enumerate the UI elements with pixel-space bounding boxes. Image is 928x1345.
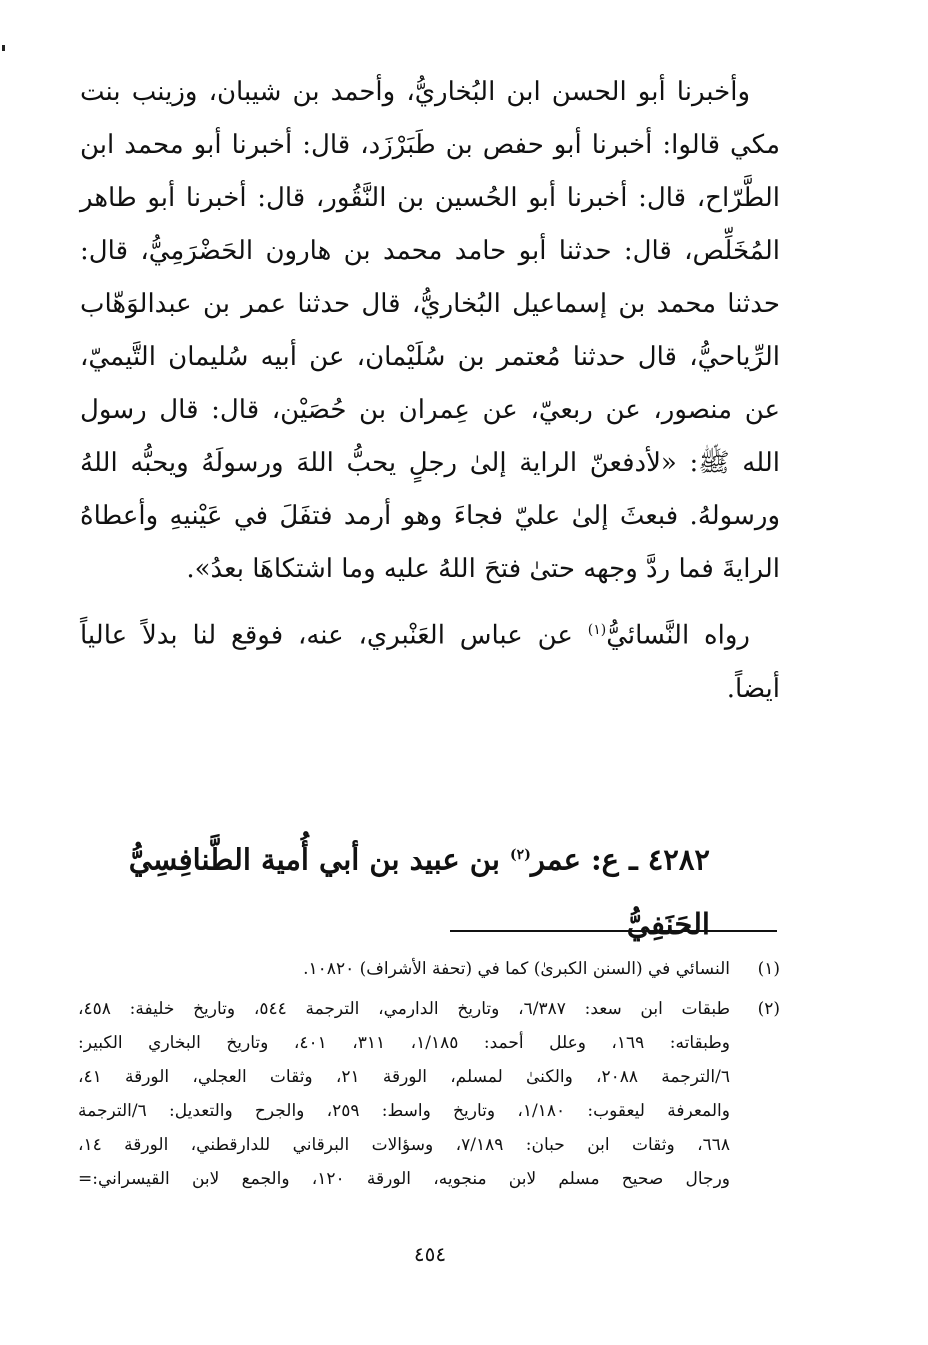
footnote-line: والمعرفة ليعقوب: ١/١٨٠، وتاريخ واسط: ٢٥٩، والجرح والتعديل: ٦/الترجمة: [78, 1101, 730, 1121]
footnote-ref-2: (٢): [510, 847, 531, 863]
text-line: محمد ابن الطَّرّاح، قال: أخبرنا أبو الحُسين بن النَّقُور، قال:: [80, 130, 780, 213]
footnote-line: ٦٦٨، وثقات ابن حبان: ٧/١٨٩، وسؤالات البرقاني للدارقطني، الورقة ١٤،: [78, 1135, 730, 1155]
footnote-number: (٢): [757, 999, 780, 1019]
text-line: وأخبرنا أبو الحسن ابن البُخاريُّ، وأحمد بن شيبان، وزينب: [131, 77, 750, 107]
text-line: أخبرنا أبو طاهر المُخَلِّص، قال: حدثنا أبو حامد محمد بن: [80, 183, 780, 266]
entry-heading: [80, 823, 710, 956]
footnote-ref-1: (١): [587, 622, 607, 638]
entry-name: بن عبيد بن أبي أُمية الطَّنافِسِيُّ الحَنَفِيُّ: [128, 842, 710, 941]
text-segment: رواه النَّسائيُّ: [606, 620, 750, 651]
paragraph-hadith: [80, 66, 780, 596]
text-line: عليه وما اشتكاهَا بعدُ».: [186, 554, 430, 584]
text-line: هارون الحَضْرَمِيُّ، قال: حدثنا محمد بن إسماعيل البُخاريُّ،: [80, 236, 781, 319]
text-line: رجلٍ يحبُّ اللهَ ورسولَهُ ويحبُّه اللهُ ورسولهُ. فبعثَ إلىٰ عليّ فجاءَ: [80, 448, 781, 531]
text-segment: أيضاً.: [726, 673, 780, 704]
text-line: بنت مكي قالوا: أخبرنا أبو حفص بن طَبَرْزَد، قال: أخبرنا أبو: [80, 77, 780, 160]
text-line: سُلَيْمان، عن أبيه سُليمان التَّيميّ، عن منصور، عن ربعيّ، عن: [80, 342, 780, 425]
text-line: وهو أرمد فتفَلَ في عَيْنيهِ وأعطاهُ الرايةَ فما ردَّ وجهه حتىٰ فتحَ اللهُ: [80, 501, 780, 584]
footnote-divider: [450, 930, 777, 932]
footnote-line: طبقات ابن سعد: ٦/٣٨٧، وتاريخ الدارمي، الترجمة ٥٤٤، وتاريخ خليفة: ٤٥٨،: [78, 999, 730, 1019]
footnote-text: [78, 952, 730, 986]
footnotes: [78, 952, 780, 1202]
page-number: ٤٥٤: [413, 1242, 447, 1266]
footnote-text: [78, 992, 730, 1196]
text-segment: عن عباس العَنْبري، عنه، فوقع لنا بدلاً عالياً: [80, 620, 588, 651]
footnote-1: [78, 952, 780, 986]
paragraph-riwaya: [80, 604, 780, 716]
footnote-line: النسائي في (السنن الكبرىٰ) كما في (تحفة الأشراف) ١٠٨٢٠.: [303, 959, 730, 979]
text-line: عِمران بن حُصَيْن، قال: قال رسول الله ﷺ: «لأدفعنّ الراية إلىٰ: [80, 395, 780, 478]
footnote-number: (١): [757, 959, 780, 979]
footnote-line: ٦/الترجمة ٢٠٨٨، والكنىٰ لمسلم، الورقة ٢١، وثقات العجلي، الورقة ٤١،: [78, 1067, 731, 1087]
footnote-line: وطبقاته: ١٦٩، وعلل أحمد: ١/١٨٥، ٣١١، ٤٠١، وتاريخ البخاري الكبير:: [78, 1033, 731, 1053]
main-text: [80, 66, 780, 716]
text-line: قال حدثنا عمر بن عبدالوَهّاب الرِّياحيُّ، قال حدثنا مُعتمر بن: [80, 289, 780, 372]
footnote-2: [78, 992, 780, 1196]
entry-number: ٤٢٨٢ ـ ع: عمر: [530, 842, 710, 877]
scan-mark: [2, 45, 5, 51]
footnote-line: ورجال صحيح مسلم لابن منجويه، الورقة ١٢٠، والجمع لابن القيسراني:=: [78, 1169, 730, 1189]
